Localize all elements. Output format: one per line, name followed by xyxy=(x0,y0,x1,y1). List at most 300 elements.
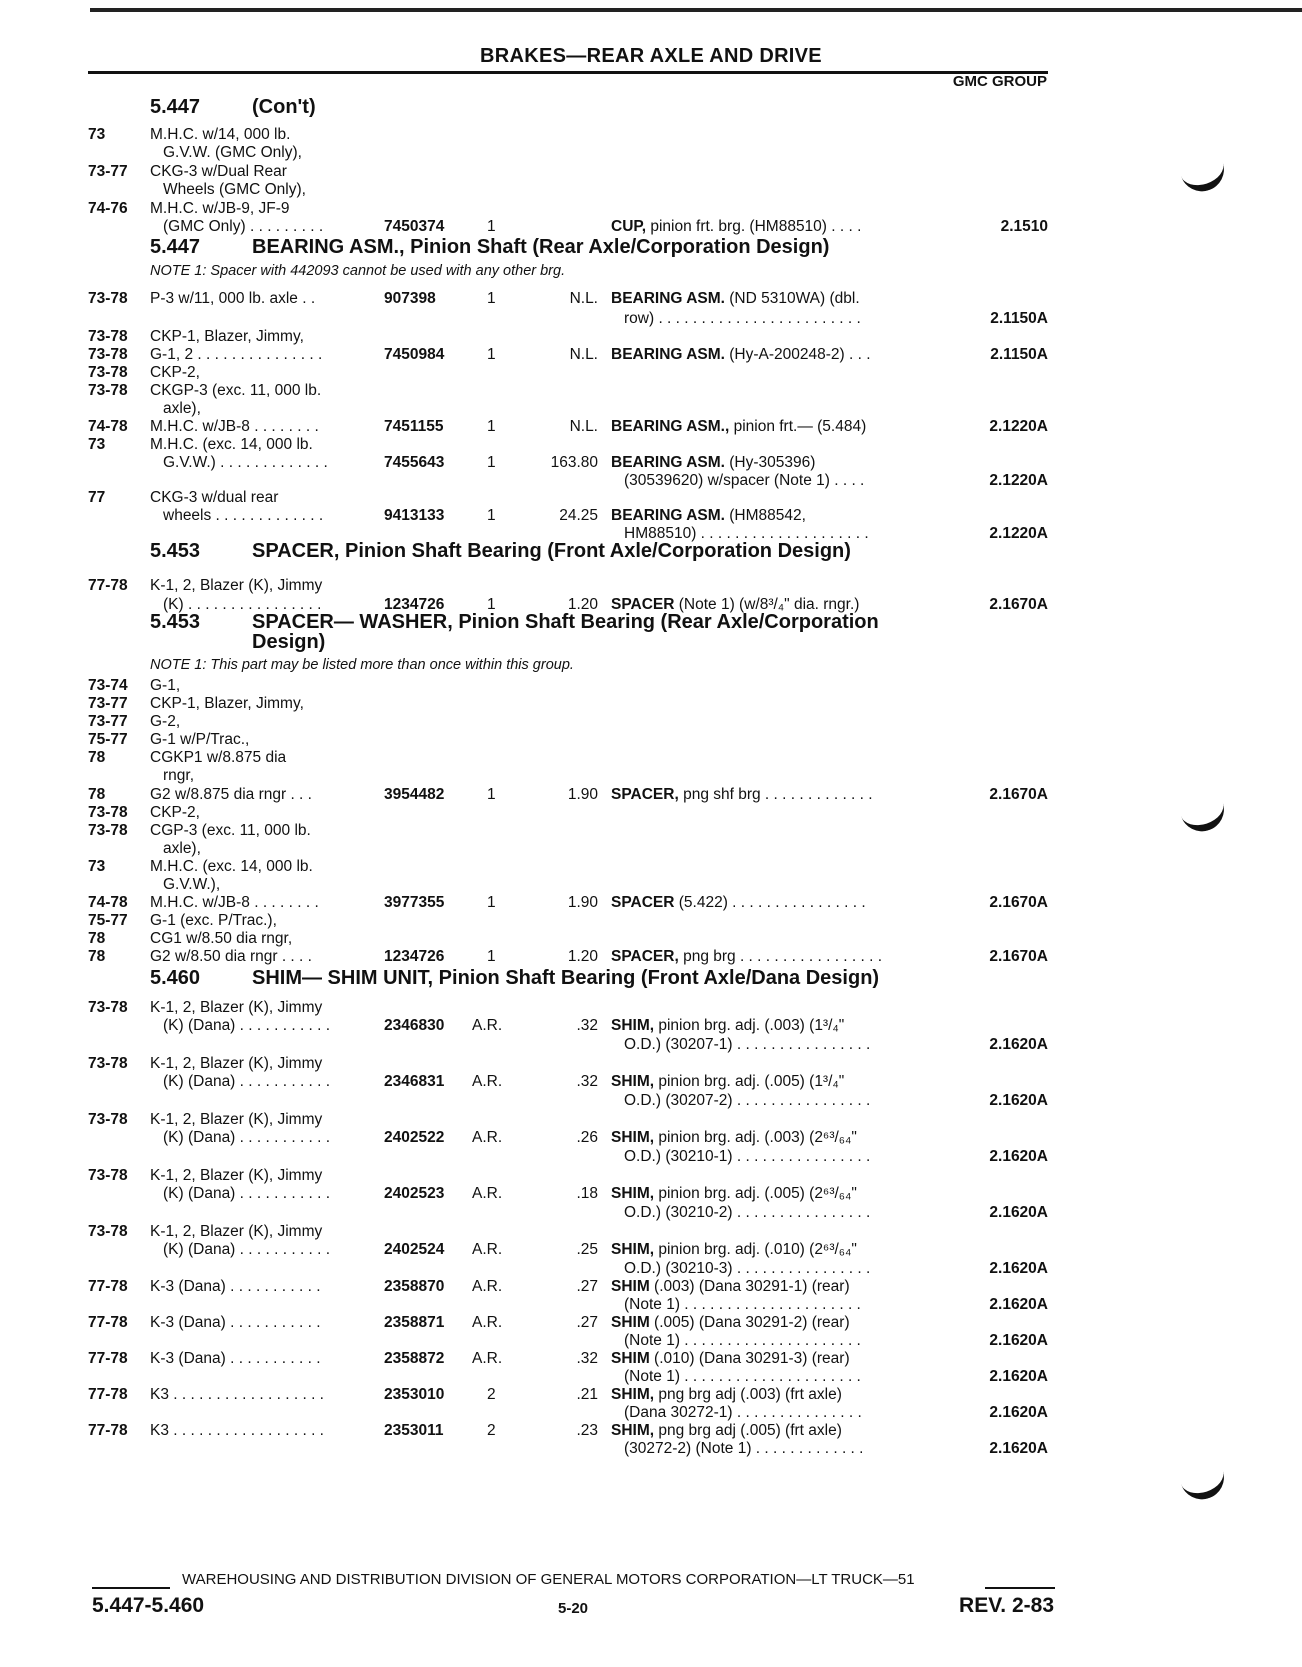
model-years: 73-78 xyxy=(88,364,128,381)
part-number: 9413133 xyxy=(384,507,445,524)
table-row xyxy=(0,875,1302,895)
table-row xyxy=(0,1421,1302,1441)
list-price: 163.80 xyxy=(550,454,598,471)
list-price: N.L. xyxy=(569,346,598,363)
section-number: 5.447 xyxy=(150,96,201,118)
table-row xyxy=(0,947,1302,967)
part-number: 2353010 xyxy=(384,1386,445,1403)
model-years: 73-78 xyxy=(88,346,128,363)
part-description xyxy=(624,1091,944,1111)
part-name: SHIM, xyxy=(611,1241,655,1258)
application: CKP-1, Blazer, Jimmy, xyxy=(150,695,304,712)
part-description xyxy=(611,1421,931,1441)
part-name: SPACER, xyxy=(611,786,679,803)
table-row xyxy=(0,1166,1302,1186)
model-years: 77-78 xyxy=(88,1314,128,1331)
group-number: 2.1620A xyxy=(989,1404,1048,1421)
part-detail: pinion brg. adj. (.005) (1³/₄" xyxy=(654,1073,845,1090)
application: (K) (Dana) . . . . . . . . . . . xyxy=(163,1241,331,1258)
model-years: 74-78 xyxy=(88,418,128,435)
list-price: .27 xyxy=(576,1278,598,1295)
section-title: (Con't) xyxy=(252,96,316,118)
list-price: 1.20 xyxy=(567,948,598,965)
part-detail: (Hy-A-200248-2) . . . xyxy=(724,346,871,363)
application: P-3 w/11, 000 lb. axle . . xyxy=(150,290,316,307)
part-number: 1234726 xyxy=(384,948,445,965)
application: K-3 (Dana) . . . . . . . . . . . xyxy=(150,1350,321,1367)
table-row xyxy=(0,785,1302,805)
application: K3 . . . . . . . . . . . . . . . . . . xyxy=(150,1422,324,1439)
application: wheels . . . . . . . . . . . . . xyxy=(163,507,324,524)
application: CKP-1, Blazer, Jimmy, xyxy=(150,328,304,345)
table-row xyxy=(0,1054,1302,1074)
quantity: 1 xyxy=(487,894,496,911)
part-detail: pinion frt.— (5.484) xyxy=(729,418,867,435)
part-name: SHIM, xyxy=(611,1073,655,1090)
application: G-1 (exc. P/Trac.), xyxy=(150,912,277,929)
model-years: 73-78 xyxy=(88,382,128,399)
part-detail: HM88510) . . . . . . . . . . . . . . . . . . . . xyxy=(624,525,869,542)
part-detail: pinion brg. adj. (.010) (2⁶³/₆₄" xyxy=(654,1241,857,1258)
part-description xyxy=(624,1367,944,1387)
model-years: 73 xyxy=(88,436,106,453)
model-years: 78 xyxy=(88,930,106,947)
part-detail: O.D.) (30210-1) . . . . . . . . . . . . . . . . xyxy=(624,1148,871,1165)
table-row xyxy=(0,1349,1302,1369)
model-years: 75-77 xyxy=(88,912,128,929)
application: K-3 (Dana) . . . . . . . . . . . xyxy=(150,1314,321,1331)
table-row xyxy=(0,1259,1302,1279)
part-description xyxy=(624,524,944,544)
part-detail: (.010) (Dana 30291-3) (rear) xyxy=(649,1350,850,1367)
part-name: SHIM xyxy=(611,1314,650,1331)
application: G2 w/8.875 dia rngr . . . xyxy=(150,786,312,803)
table-row xyxy=(0,712,1302,732)
part-number: 2353011 xyxy=(384,1422,444,1439)
table-row xyxy=(0,748,1302,768)
table-row xyxy=(0,1331,1302,1351)
table-row xyxy=(0,524,1302,544)
model-years: 73-78 xyxy=(88,1223,128,1240)
application: M.H.C. (exc. 14, 000 lb. xyxy=(150,436,313,453)
part-description xyxy=(624,1259,944,1279)
section-title: SPACER— WASHER, Pinion Shaft Bearing (Rear Axle/Corporation xyxy=(252,611,879,633)
part-detail: (Note 1) . . . . . . . . . . . . . . . . . . . . . xyxy=(624,1296,861,1313)
table-row xyxy=(0,345,1302,365)
footer-section-range: 5.447-5.460 xyxy=(92,1594,205,1617)
table-row xyxy=(0,595,1302,615)
part-description xyxy=(624,1147,944,1167)
table-row xyxy=(0,180,1302,200)
table-row xyxy=(0,1147,1302,1167)
application: M.H.C. (exc. 14, 000 lb. xyxy=(150,858,313,875)
table-row xyxy=(0,676,1302,696)
table-row xyxy=(0,506,1302,526)
model-years: 73-78 xyxy=(88,328,128,345)
footer-rule-left xyxy=(92,1587,170,1589)
part-detail: (Dana 30272-1) . . . . . . . . . . . . . . . xyxy=(624,1404,862,1421)
quantity: A.R. xyxy=(472,1241,503,1258)
binder-hole-mark xyxy=(1178,1462,1229,1505)
application: Wheels (GMC Only), xyxy=(163,181,306,198)
application: M.H.C. w/JB-9, JF-9 xyxy=(150,200,290,217)
part-description xyxy=(611,1313,931,1333)
application: G.V.W.) . . . . . . . . . . . . . xyxy=(163,454,328,471)
quantity: 2 xyxy=(487,1386,496,1403)
quantity: 1 xyxy=(487,454,496,471)
table-row xyxy=(0,1313,1302,1333)
table-row xyxy=(0,435,1302,455)
part-detail: png brg adj (.003) (frt axle) xyxy=(654,1386,842,1403)
part-detail: row) . . . . . . . . . . . . . . . . . . . . . . . . xyxy=(624,310,861,327)
page-title: BRAKES—REAR AXLE AND DRIVE xyxy=(480,45,822,67)
part-detail: (.005) (Dana 30291-2) (rear) xyxy=(649,1314,850,1331)
quantity: 1 xyxy=(487,346,496,363)
application: G-1 w/P/Trac., xyxy=(150,731,250,748)
application: axle), xyxy=(163,840,201,857)
application: K3 . . . . . . . . . . . . . . . . . . xyxy=(150,1386,324,1403)
list-price: 1.90 xyxy=(567,894,598,911)
table-row xyxy=(0,399,1302,419)
table-row xyxy=(0,1091,1302,1111)
table-row xyxy=(0,929,1302,949)
part-detail: (Hy-305396) xyxy=(724,454,816,471)
list-price: 1.90 xyxy=(567,786,598,803)
section-note: NOTE 1: This part may be listed more than once within this group. xyxy=(150,657,574,673)
table-row xyxy=(0,576,1302,596)
part-detail: pinion brg. adj. (.005) (2⁶³/₆₄" xyxy=(654,1185,857,1202)
quantity: A.R. xyxy=(472,1129,503,1146)
footer-rule-right xyxy=(985,1587,1055,1589)
part-name: SHIM, xyxy=(611,1017,655,1034)
group-number: 2.1670A xyxy=(989,786,1048,803)
list-price: .21 xyxy=(576,1386,598,1403)
quantity: A.R. xyxy=(472,1017,503,1034)
part-detail: O.D.) (30210-2) . . . . . . . . . . . . . . . . xyxy=(624,1204,871,1221)
part-description xyxy=(611,289,931,309)
model-years: 77-78 xyxy=(88,577,128,594)
section-number: 5.453 xyxy=(150,611,201,633)
group-number: 2.1620A xyxy=(989,1148,1048,1165)
group-number: 2.1670A xyxy=(989,948,1048,965)
part-number: 2346830 xyxy=(384,1017,445,1034)
part-detail: O.D.) (30207-2) . . . . . . . . . . . . . . . . xyxy=(624,1092,871,1109)
part-number: 3977355 xyxy=(384,894,445,911)
part-description xyxy=(624,1203,944,1223)
model-years: 73-78 xyxy=(88,290,128,307)
table-row xyxy=(0,381,1302,401)
part-description xyxy=(611,453,931,473)
model-years: 75-77 xyxy=(88,731,128,748)
application: K-1, 2, Blazer (K), Jimmy xyxy=(150,999,323,1016)
part-number: 2402523 xyxy=(384,1185,445,1202)
application: M.H.C. w/JB-8 . . . . . . . . xyxy=(150,894,319,911)
table-row xyxy=(0,143,1302,163)
table-row xyxy=(0,125,1302,145)
application: CGKP1 w/8.875 dia xyxy=(150,749,287,766)
application: G-1, 2 . . . . . . . . . . . . . . . xyxy=(150,346,323,363)
application: K-1, 2, Blazer (K), Jimmy xyxy=(150,1111,323,1128)
part-detail: pinion brg. adj. (.003) (2⁶³/₆₄" xyxy=(654,1129,857,1146)
table-row xyxy=(0,453,1302,473)
section-title: BEARING ASM., Pinion Shaft (Rear Axle/Corporation Design) xyxy=(252,236,830,258)
part-description xyxy=(611,1277,931,1297)
list-price: .32 xyxy=(576,1350,598,1367)
list-price: .25 xyxy=(576,1241,598,1258)
list-price: .32 xyxy=(576,1017,598,1034)
section-heading xyxy=(150,967,880,989)
part-description xyxy=(611,1184,931,1204)
part-detail: (5.422) . . . . . . . . . . . . . . . . xyxy=(674,894,866,911)
part-name: SPACER xyxy=(611,894,675,911)
part-name: BEARING ASM. xyxy=(611,454,725,471)
footer-revision: REV. 2-83 xyxy=(959,1594,1054,1617)
table-row xyxy=(0,1295,1302,1315)
part-detail: (Note 1) . . . . . . . . . . . . . . . . . . . . . xyxy=(624,1332,861,1349)
part-description xyxy=(611,217,931,237)
footer-line-block xyxy=(0,1571,1302,1591)
model-years: 77-78 xyxy=(88,1386,128,1403)
application: K-1, 2, Blazer (K), Jimmy xyxy=(150,577,323,594)
part-detail: (.003) (Dana 30291-1) (rear) xyxy=(649,1278,850,1295)
application: axle), xyxy=(163,400,201,417)
table-row xyxy=(0,417,1302,437)
table-row xyxy=(0,998,1302,1018)
list-price: N.L. xyxy=(569,418,598,435)
quantity: A.R. xyxy=(472,1350,503,1367)
list-price: .18 xyxy=(576,1185,598,1202)
part-detail: (HM88542, xyxy=(724,507,806,524)
section-title: SHIM— SHIM UNIT, Pinion Shaft Bearing (Front Axle/Dana Design) xyxy=(252,967,880,989)
section-title: SPACER, Pinion Shaft Bearing (Front Axle/Corporation Design) xyxy=(252,540,851,562)
part-name: SHIM, xyxy=(611,1129,655,1146)
part-number: 2346831 xyxy=(384,1073,445,1090)
quantity: A.R. xyxy=(472,1278,503,1295)
part-name: SHIM, xyxy=(611,1386,655,1403)
part-name: CUP, xyxy=(611,218,647,235)
part-description xyxy=(624,309,944,329)
part-number: 907398 xyxy=(384,290,436,307)
part-number: 2358872 xyxy=(384,1350,445,1367)
table-row xyxy=(0,1367,1302,1387)
model-years: 73-77 xyxy=(88,713,128,730)
part-number: 2402524 xyxy=(384,1241,445,1258)
group-label: GMC GROUP xyxy=(952,73,1047,90)
part-detail: pinion brg. adj. (.003) (1³/₄" xyxy=(654,1017,845,1034)
part-detail: O.D.) (30210-3) . . . . . . . . . . . . . . . . xyxy=(624,1260,871,1277)
part-name: BEARING ASM. xyxy=(611,346,725,363)
quantity: A.R. xyxy=(472,1314,503,1331)
part-description xyxy=(611,893,931,913)
table-row xyxy=(0,1203,1302,1223)
part-detail: (30272-2) (Note 1) . . . . . . . . . . . . . xyxy=(624,1440,864,1457)
application: M.H.C. w/JB-8 . . . . . . . . xyxy=(150,418,319,435)
table-row xyxy=(0,911,1302,931)
quantity: 1 xyxy=(487,507,496,524)
model-years: 77-78 xyxy=(88,1422,128,1439)
table-row xyxy=(0,893,1302,913)
table-row xyxy=(0,1240,1302,1260)
table-row xyxy=(0,217,1302,237)
group-number: 2.1620A xyxy=(989,1368,1048,1385)
application: CKG-3 w/Dual Rear xyxy=(150,163,287,180)
section-heading xyxy=(150,236,830,258)
part-name: SHIM, xyxy=(611,1422,655,1439)
part-detail: (Note 1) (w/8³/₄" dia. rngr.) xyxy=(674,596,860,613)
quantity: 1 xyxy=(487,948,496,965)
part-name: SPACER, xyxy=(611,948,679,965)
part-number: 7450374 xyxy=(384,218,445,235)
table-row xyxy=(0,199,1302,219)
model-years: 73 xyxy=(88,126,106,143)
model-years: 73-78 xyxy=(88,1055,128,1072)
application: (K) . . . . . . . . . . . . . . . . xyxy=(163,596,322,613)
part-number: 7451155 xyxy=(384,418,444,435)
table-row xyxy=(0,839,1302,859)
part-detail: O.D.) (30207-1) . . . . . . . . . . . . . . . . xyxy=(624,1036,871,1053)
application: K-1, 2, Blazer (K), Jimmy xyxy=(150,1167,323,1184)
model-years: 73-78 xyxy=(88,804,128,821)
application: CG1 w/8.50 dia rngr, xyxy=(150,930,293,947)
quantity: 1 xyxy=(487,596,496,613)
application: (K) (Dana) . . . . . . . . . . . xyxy=(163,1185,331,1202)
application: K-3 (Dana) . . . . . . . . . . . xyxy=(150,1278,321,1295)
application: CKP-2, xyxy=(150,364,200,381)
table-row xyxy=(0,1128,1302,1148)
model-years: 78 xyxy=(88,786,106,803)
model-years: 78 xyxy=(88,749,106,766)
group-number: 2.1620A xyxy=(989,1204,1048,1221)
part-number: 2358870 xyxy=(384,1278,445,1295)
group-number: 2.1150A xyxy=(990,310,1048,327)
table-row xyxy=(0,309,1302,329)
part-description xyxy=(624,1295,944,1315)
model-years: 73-74 xyxy=(88,677,128,694)
group-number: 2.1620A xyxy=(989,1296,1048,1313)
group-number: 2.1620A xyxy=(989,1260,1048,1277)
application: rngr, xyxy=(163,767,195,784)
application: K-1, 2, Blazer (K), Jimmy xyxy=(150,1223,323,1240)
section-note: NOTE 1: Spacer with 442093 cannot be used with any other brg. xyxy=(150,263,566,279)
part-name: BEARING ASM. xyxy=(611,507,725,524)
part-name: BEARING ASM. xyxy=(611,290,725,307)
table-row xyxy=(0,1222,1302,1242)
list-price: .26 xyxy=(576,1129,598,1146)
application: CKP-2, xyxy=(150,804,200,821)
header-rule xyxy=(88,71,1048,74)
table-row xyxy=(0,327,1302,347)
part-detail: png brg adj (.005) (frt axle) xyxy=(654,1422,842,1439)
part-name: SHIM xyxy=(611,1278,650,1295)
table-row xyxy=(0,1385,1302,1405)
table-row xyxy=(0,730,1302,750)
model-years: 77-78 xyxy=(88,1278,128,1295)
section-title-continued: Design) xyxy=(252,631,326,653)
part-description xyxy=(611,1240,931,1260)
part-name: BEARING ASM., xyxy=(611,418,730,435)
part-number: 2402522 xyxy=(384,1129,445,1146)
part-number: 3954482 xyxy=(384,786,445,803)
table-row xyxy=(0,821,1302,841)
part-description xyxy=(611,1072,931,1092)
quantity: 1 xyxy=(487,290,496,307)
group-number: 2.1220A xyxy=(989,525,1048,542)
part-description xyxy=(611,1385,931,1405)
model-years: 73-77 xyxy=(88,163,128,180)
model-years: 73-78 xyxy=(88,999,128,1016)
part-number: 2358871 xyxy=(384,1314,445,1331)
table-row xyxy=(0,1110,1302,1130)
part-description xyxy=(611,345,931,365)
table-row xyxy=(0,803,1302,823)
application: CGP-3 (exc. 11, 000 lb. xyxy=(150,822,311,839)
part-detail: (30539620) w/spacer (Note 1) . . . . xyxy=(624,472,865,489)
footer-division-text: WAREHOUSING AND DISTRIBUTION DIVISION OF GENERAL MOTORS CORPORATION—LT TRUCK—51 xyxy=(182,1571,915,1588)
quantity: 1 xyxy=(487,418,496,435)
table-row xyxy=(0,1035,1302,1055)
model-years: 78 xyxy=(88,948,106,965)
list-price: .23 xyxy=(576,1422,598,1439)
part-name: SHIM, xyxy=(611,1185,655,1202)
list-price: .32 xyxy=(576,1073,598,1090)
group-number: 2.1620A xyxy=(989,1440,1048,1457)
table-row xyxy=(0,766,1302,786)
quantity: 1 xyxy=(487,218,496,235)
top-border-line xyxy=(90,8,1302,12)
part-description xyxy=(611,947,931,967)
group-number: 2.1220A xyxy=(989,418,1048,435)
model-years: 74-78 xyxy=(88,894,128,911)
application: G.V.W.), xyxy=(163,876,221,893)
table-row xyxy=(0,1184,1302,1204)
part-description xyxy=(624,1403,944,1423)
application: (K) (Dana) . . . . . . . . . . . xyxy=(163,1073,331,1090)
list-price: 24.25 xyxy=(559,507,598,524)
application: K-1, 2, Blazer (K), Jimmy xyxy=(150,1055,323,1072)
part-number: 7450984 xyxy=(384,346,445,363)
part-description xyxy=(624,1331,944,1351)
table-row xyxy=(0,162,1302,182)
group-number: 2.1510 xyxy=(1000,218,1048,235)
list-price: N.L. xyxy=(569,290,598,307)
application: CKGP-3 (exc. 11, 000 lb. xyxy=(150,382,322,399)
list-price: 1.20 xyxy=(567,596,598,613)
part-description xyxy=(611,1128,931,1148)
table-row xyxy=(0,694,1302,714)
part-description xyxy=(611,785,931,805)
model-years: 73-78 xyxy=(88,1111,128,1128)
part-number: 7455643 xyxy=(384,454,445,471)
part-detail: pinion frt. brg. (HM88510) . . . . xyxy=(646,218,862,235)
part-detail: (ND 5310WA) (dbl. xyxy=(724,290,860,307)
table-row xyxy=(0,363,1302,383)
part-name: SPACER xyxy=(611,596,675,613)
part-detail: png shf brg . . . . . . . . . . . . . xyxy=(678,786,873,803)
model-years: 73-77 xyxy=(88,695,128,712)
application: (K) (Dana) . . . . . . . . . . . xyxy=(163,1017,331,1034)
group-number: 2.1670A xyxy=(989,894,1048,911)
application: G-2, xyxy=(150,713,181,730)
list-price: .27 xyxy=(576,1314,598,1331)
table-row xyxy=(0,1016,1302,1036)
quantity: A.R. xyxy=(472,1185,503,1202)
group-number: 2.1620A xyxy=(989,1036,1048,1053)
model-years: 74-76 xyxy=(88,200,128,217)
application: CKG-3 w/dual rear xyxy=(150,489,279,506)
application: M.H.C. w/14, 000 lb. xyxy=(150,126,291,143)
application: (K) (Dana) . . . . . . . . . . . xyxy=(163,1129,331,1146)
quantity: A.R. xyxy=(472,1073,503,1090)
